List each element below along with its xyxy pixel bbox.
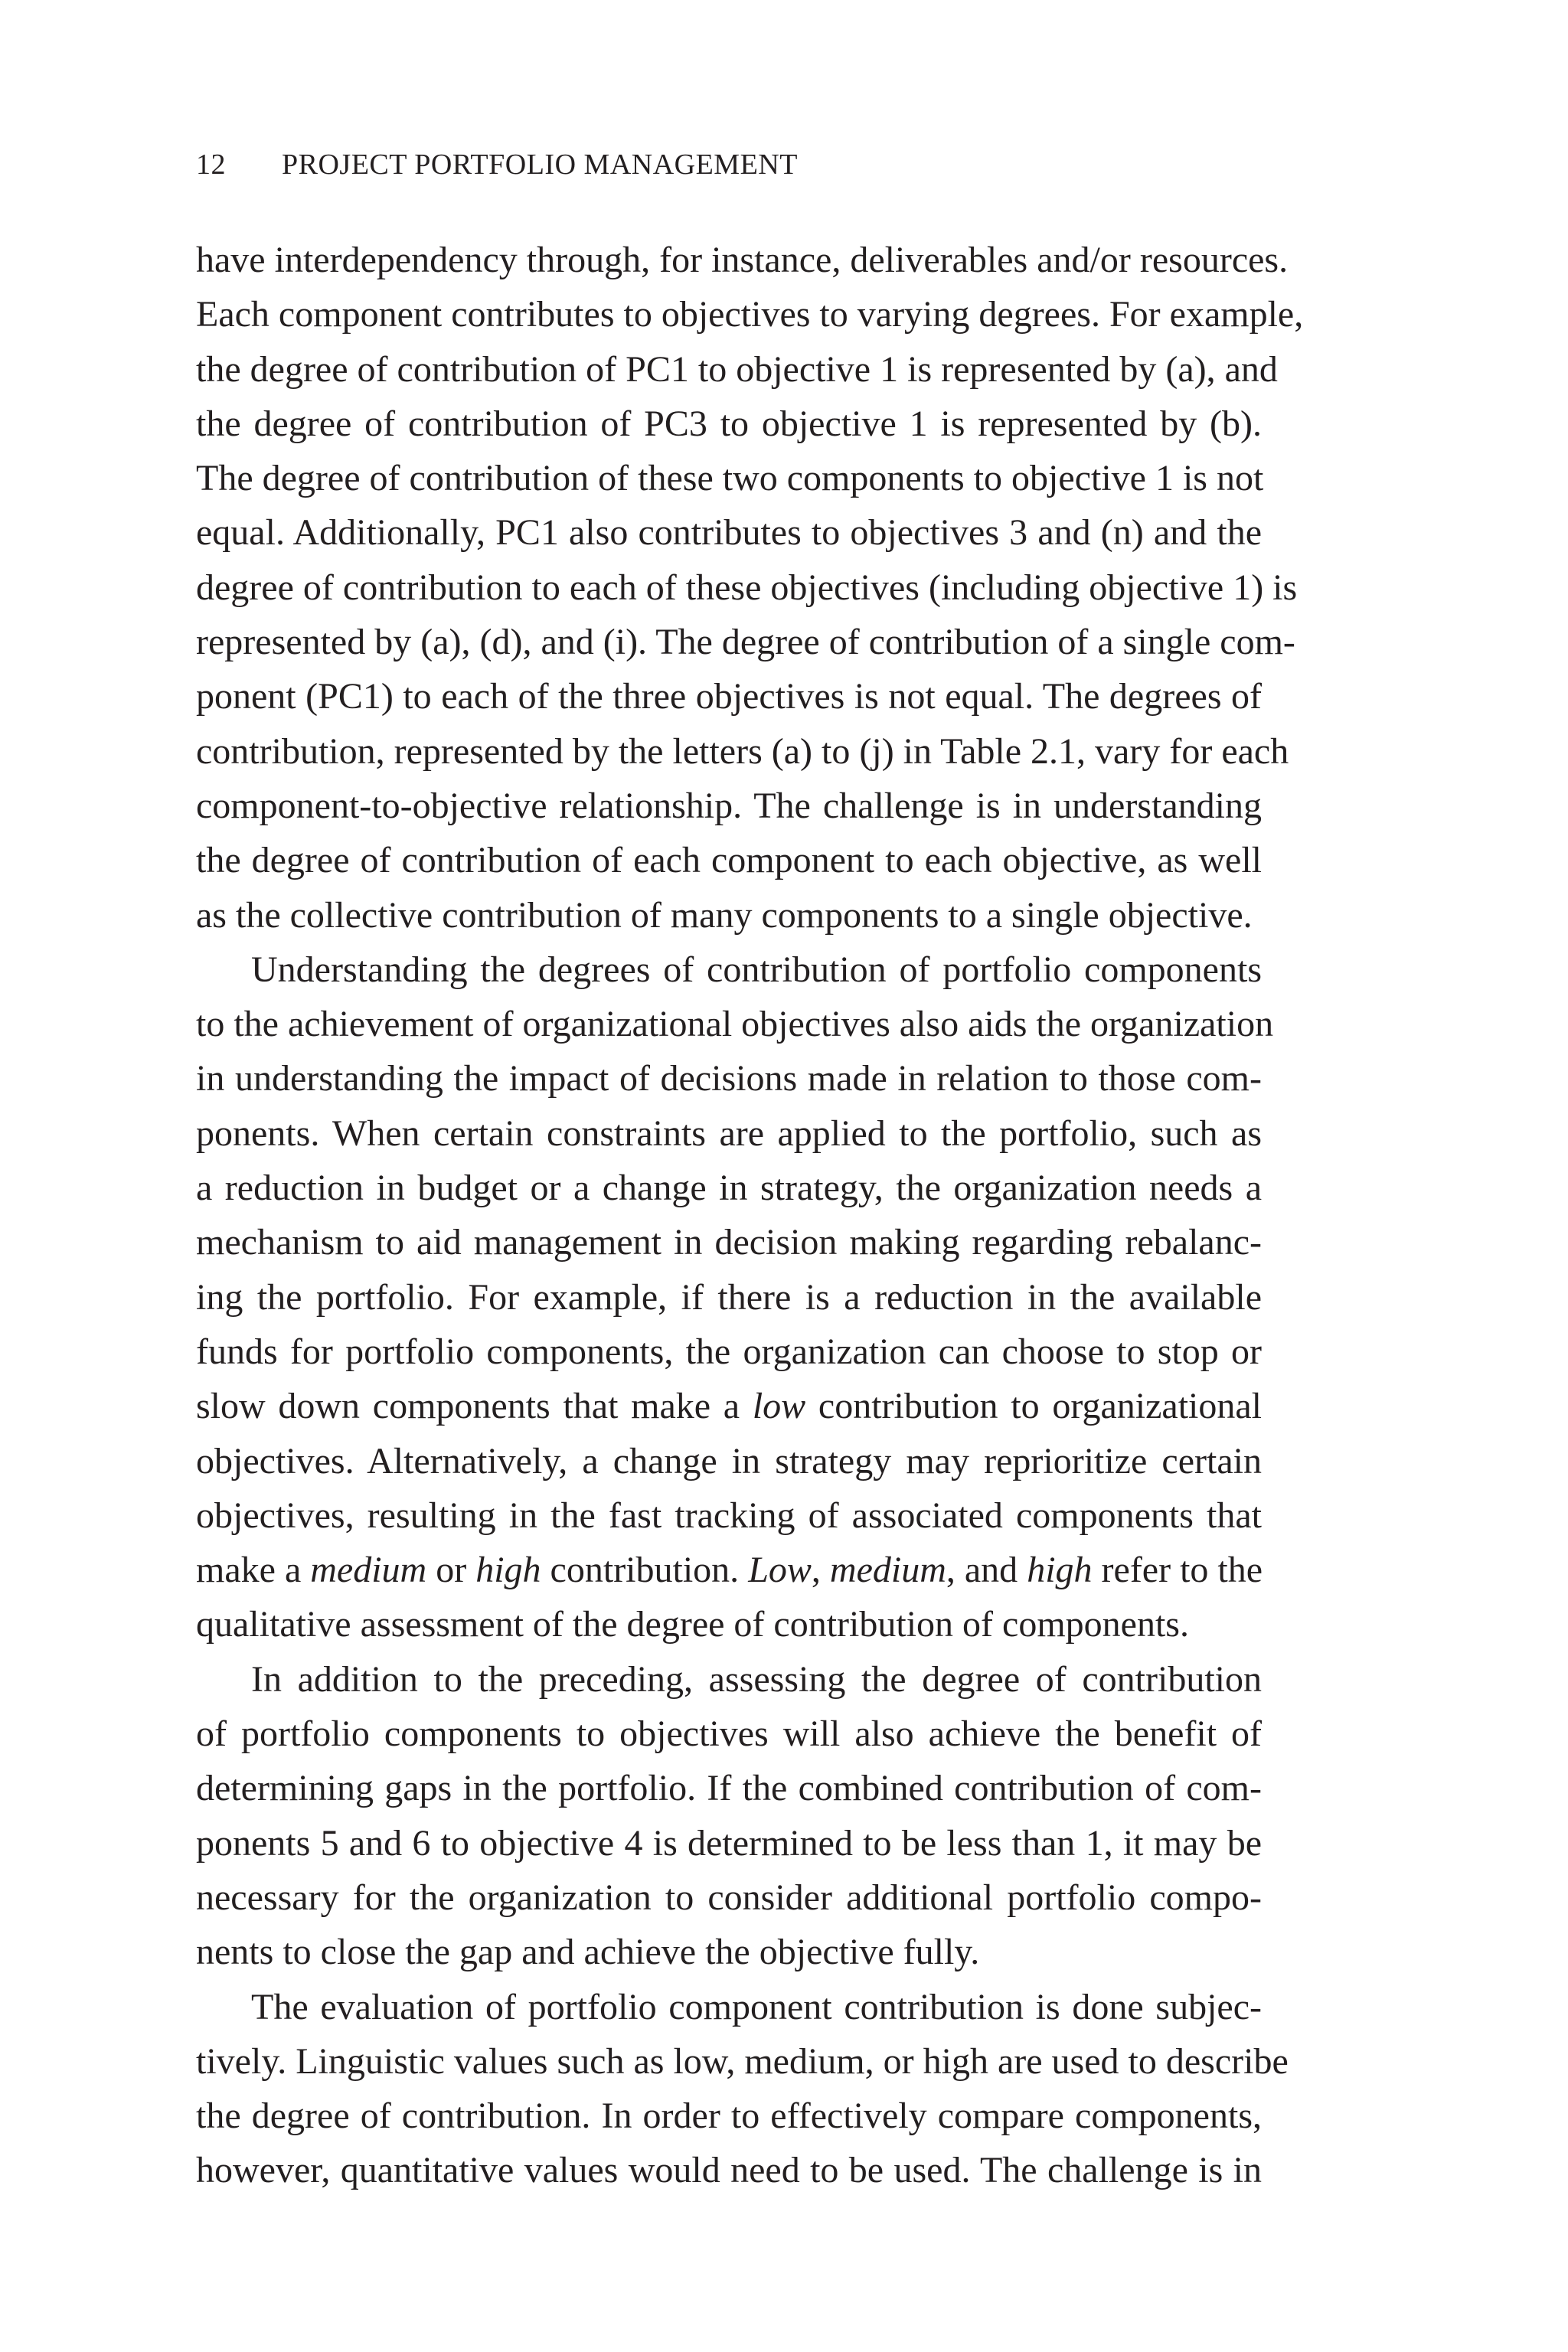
- paragraph-3: [196, 1652, 1262, 1980]
- text-line: the degree of contribution of PC3 to objective 1 is represented by (b).: [196, 403, 1262, 444]
- text-line: of portfolio components to objectives will also achieve the benefit of: [196, 1713, 1262, 1755]
- text-line: however, quantitative values would need to be used. The challenge is in: [196, 2150, 1262, 2191]
- paragraph-4: [196, 1980, 1289, 2198]
- text-line: equal. Additionally, PC1 also contributes to objectives 3 and (n) and the: [196, 512, 1262, 554]
- text-line: ponents 5 and 6 to objective 4 is determined to be less than 1, it may be: [196, 1822, 1262, 1864]
- text-line: the degree of contribution of each component to each objective, as well: [196, 840, 1262, 881]
- text-line: tively. Linguistic values such as low, medium, or high are used to describe: [196, 2040, 1289, 2082]
- text-line: ponent (PC1) to each of the three objectives is not equal. The degrees of: [196, 676, 1262, 717]
- text-line: determining gaps in the portfolio. If the combined contribution of com-: [196, 1768, 1262, 1809]
- text-line: ing the portfolio. For example, if there is a reduction in the available: [196, 1276, 1262, 1318]
- paragraph-2: [196, 942, 1274, 1652]
- text-line: make a medium or high contribution. Low, medium, and high refer to the: [196, 1550, 1263, 1591]
- text-line: objectives. Alternatively, a change in strategy may reprioritize certain: [196, 1440, 1262, 1481]
- text-line: slow down components that make a low contribution to organizational: [196, 1386, 1263, 1427]
- text-line: as the collective contribution of many components to a single objective.: [196, 894, 1253, 936]
- text-line: have interdependency through, for instance, deliverables and/or resources.: [196, 240, 1289, 280]
- text-line: Understanding the degrees of contribution of portfolio components: [251, 949, 1262, 990]
- text-line: necessary for the organization to consider additional portfolio compo-: [196, 1877, 1262, 1918]
- text-line: the degree of contribution of PC1 to objective 1 is represented by (a), and: [196, 348, 1278, 390]
- text-line: component-to-objective relationship. The challenge is in understanding: [196, 785, 1262, 826]
- text-line: a reduction in budget or a change in strategy, the organization needs a: [196, 1168, 1262, 1209]
- body-text: [196, 233, 1304, 2198]
- text-line: to the achievement of organizational objectives also aids the organization: [196, 1004, 1274, 1045]
- text-line: qualitative assessment of the degree of contribution of components.: [196, 1604, 1189, 1645]
- text-line: degree of contribution to each of these objectives (including objective 1) is: [196, 567, 1298, 608]
- paragraph-1: [196, 233, 1304, 942]
- running-head: [196, 148, 798, 181]
- page-number: 12: [196, 149, 226, 181]
- text-line: represented by (a), (d), and (i). The degree of contribution of a single com-: [196, 622, 1295, 663]
- text-line: funds for portfolio components, the organization can choose to stop or: [196, 1331, 1262, 1372]
- text-line: nents to close the gap and achieve the objective fully.: [196, 1932, 980, 1973]
- text-line: ponents. When certain constraints are applied to the portfolio, such as: [196, 1112, 1262, 1154]
- text-line: The evaluation of portfolio component contribution is done subjec-: [251, 1986, 1262, 2027]
- text-line: In addition to the preceding, assessing the degree of contribution: [251, 1658, 1262, 1700]
- running-head-title: PROJECT PORTFOLIO MANAGEMENT: [282, 149, 798, 181]
- text-line: objectives, resulting in the fast tracking of associated components that: [196, 1494, 1262, 1536]
- text-line: Each component contributes to objectives to varying degrees. For example,: [196, 294, 1304, 335]
- text-line: contribution, represented by the letters (a) to (j) in Table 2.1, vary for each: [196, 730, 1289, 772]
- text-line: The degree of contribution of these two components to objective 1 is not: [196, 458, 1264, 499]
- text-line: mechanism to aid management in decision making regarding rebalanc-: [196, 1222, 1262, 1263]
- text-line: in understanding the impact of decisions made in relation to those com-: [196, 1058, 1262, 1099]
- text-line: the degree of contribution. In order to effectively compare components,: [196, 2096, 1262, 2137]
